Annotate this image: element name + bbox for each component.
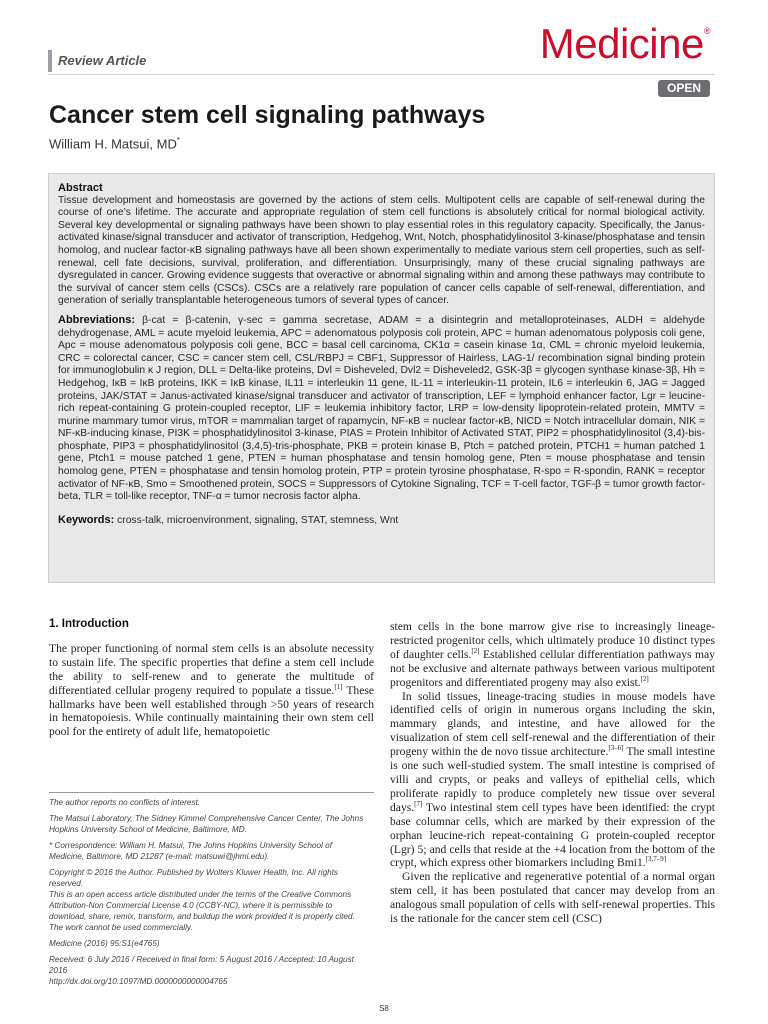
footnotes: [49, 797, 369, 992]
body-text: stem cells in the bone marrow give rise to increasingly lineage-restricted progenitor cells, which ultimately produce 10 distinct types of daughter cells.: [390, 620, 715, 661]
page-number: S8: [379, 1004, 389, 1013]
footnote-doi[interactable]: http://dx.doi.org/10.1097/MD.0000000000004765: [49, 977, 228, 986]
footnote-affiliation: The Matsui Laboratory, The Sidney Kimmel Comprehensive Cancer Center, The Johns Hopkins University School of Medicine, Baltimore, MD.: [49, 814, 364, 834]
citation-ref[interactable]: [3–6]: [608, 744, 624, 753]
body-paragraph: [390, 620, 715, 690]
abstract-heading: Abstract: [58, 182, 103, 194]
keywords-block: [58, 514, 705, 528]
abbreviations-block: [58, 314, 705, 504]
body-paragraph: Given the replicative and regenerative potential of a normal organ stem cell, it has been postulated that cancer may develop from an analogous small population of cells with self-renewal properties. This is the rationale for the cancer stem cell (CSC): [390, 870, 715, 926]
footnote-license: This is an open access article distributed under the terms of the Creative Commons Attribution-Non Commercial License 4.0 (CCBY-NC), where it is permissible to download, share, remix, transform, and buildup the work provided it is properly cited. The work cannot be used commercially.: [49, 890, 355, 932]
citation-ref[interactable]: [2]: [471, 646, 480, 655]
keywords-text: cross-talk, microenvironment, signaling, STAT, stemness, Wnt: [117, 514, 399, 526]
abstract-text: Tissue development and homeostasis are governed by the actions of stem cells. Multipotent cells are capable of self-renewal during the course of one’s lifetime. The accurate and appropriate regulation of stem cell functions is absolutely critical for normal biological activity. Several key developmental or signaling pathways have been shown to play essential roles in this regulatory capacity. Specifically, the Janus-activated kinase/signal transducer and activator of transcription, Hedgehog, Wnt, Notch, phosphatidylinositol 3-kinase/phosphatase and tensin homolog, and nuclear factor-κB signaling pathways have all been shown experimentally to mediate various stem cell properties, such as self-renewal, cell fate decisions, survival, proliferation, and differentiation. Unsurprisingly, many of these crucial signaling pathways are dysregulated in cancer. Growing evidence suggests that overactive or abnormal signaling within and among these pathways may contribute to the survival of cancer stem cells (CSCs). CSCs are a relatively rare population of cancer cells capable of self-renewal, differentiation, and generation of serially transplantable heterogeneous tumors of several types of cancer.: [58, 194, 705, 307]
header-accent-bar: [48, 50, 52, 72]
footnote-conflicts: The author reports no conflicts of interest.: [49, 798, 201, 807]
body-text: The small intestine is one such well-studied system. The small intestine is comprised of villi and crypts, or peaks and valleys of epithelial cells, which proliferate rapidly to produce completely new tissue over several days.: [390, 745, 715, 814]
citation-ref[interactable]: [7]: [414, 799, 423, 808]
left-column: [49, 618, 374, 739]
citation-ref[interactable]: [1]: [334, 682, 343, 691]
footnote-received: Received: 6 July 2016 / Received in final form: 5 August 2016 / Accepted: 10 August 2016: [49, 955, 354, 975]
citation-ref[interactable]: [2]: [640, 674, 649, 683]
body-text: Two intestinal stem cell types have been identified: the crypt base columnar cells, which are marked by their expression of the orphan leucine-rich repeat-containing G protein-coupled receptor (Lgr) 5; and cells that reside at the +4 location from the bottom of the crypt, which express other biomarkers including Bmi1.: [390, 800, 715, 870]
body-text: Established cellular differentiation pathways may not be exclusive and alternate pathways between various multipotent progenitors and differentiated progeny may also exist.: [390, 647, 715, 689]
header-divider: [48, 74, 715, 75]
journal-logo[interactable]: [540, 20, 710, 68]
abstract-box: [48, 173, 715, 583]
right-column: [390, 620, 715, 926]
footnote-divider: [49, 792, 374, 793]
intro-text-a: The proper functioning of normal stem cells is an absolute necessity to sustain life. The specific properties that define a stem cell include the ability to self-renew and to generate the multitude of differentiated cellular progeny required to populate a tissue.: [49, 641, 374, 697]
footnote-correspondence: * Correspondence: William H. Matsui, The Johns Hopkins University School of Medicine, Baltimore, MD 21287 (e-mail: matsuwi@jhmi.edu).: [49, 841, 332, 861]
intro-paragraph: [49, 642, 374, 739]
body-text: In solid tissues, lineage-tracing studies in mouse models have identified cells of origin in numerous organs including the skin, mammary glands, and intestine, and have allowed for the visualization of stem cell self-renewal and the differentiation of their progeny within the de novo tissue architecture.: [390, 689, 715, 759]
abbreviations-heading: Abbreviations:: [58, 313, 136, 326]
article-title: Cancer stem cell signaling pathways: [49, 101, 486, 129]
citation-ref[interactable]: [3,7–9]: [645, 855, 667, 864]
footnote-copyright: Copyright © 2016 the Author. Published by Wolters Kluwer Health, Inc. All rights reserved.: [49, 868, 339, 888]
section-heading-introduction: 1. Introduction: [49, 618, 129, 630]
author-line: [49, 136, 180, 151]
abbreviations-text: β-cat = β-catenin, γ-sec = gamma secretase, ADAM = a disintegrin and metalloproteinases, ALDH = aldehyde dehydrogenase, AML = acute myeloid leukemia, APC = adenomatous polyposis coli protein, APC = human adenomatous polyposis coli gene, Apc = mouse adenomatous polyposis coli gene, BCC = basal cell carcinoma, CK1α = casein kinase 1α, CML = chronic myeloid leukemia, CRC = colorectal cancer, CSC = cancer stem cell, CSL/RBPJ = CBF1, Suppressor of Hairless, LAG-1/ recombination signal binding protein for immunoglobulin κ J region, DLL = Delta-like proteins, Dvl = Disheveled, Dvl2 = Disheveled2, GSK-3β = glycogen synthase kinase-3β, Hh = Hedgehog, IκB = IκB proteins, IKK = IκB kinase, IL11 = interleukin 11 gene, IL-11 = interleukin-11 protein, IL6 = interleukin 6, JAG = Jagged proteins, JAK/STAT = Janus-activated kinase/signal transducer and activator of transcription, LEF = lymphoid enhancer factor, Lgr = leucine-rich repeat-containing G protein-coupled receptor, LIF = leukemia inhibitory factor, LRP = low-density lipoprotein-related protein, MMTV = murine mammary tumor virus, mTOR = mammalian target of rapamycin, NF-κB = nuclear factor-κB, NICD = Notch intracellular domain, NIK = NF-κB-inducing kinase, PI3K = phosphatidylinositol 3-kinase, PIAS = Protein Inhibitor of Activated STAT, PIP2 = phosphatidylinositol (3,4)-bis-phosphate, PIP3 = phosphatidylinositol (3,4,5)-tris-phosphate, PKB = protein kinase B, Ptch = patched protein, PTCH1 = human patched 1 gene, Ptch1 = mouse patched 1 gene, PTEN = human phosphatase and tensin homolog gene, Pten = mouse phosphatase and tensin homolog gene, PTEN = phosphatase and tensin homolog protein, PTP = protein tyrosine phosphatase, R-spo = R-spondin, RANK = receptor activator of NF-κB, Smo = Smoothened protein, SOCS = Suppressors of Cytokine Signaling, TCF = T-cell factor, TGF-β = tumor growth factor-beta, TLR = toll-like receptor, TNF-α = tumor necrosis factor alpha.: [58, 314, 705, 503]
author-name: William H. Matsui, MD: [49, 136, 177, 152]
body-paragraph: [390, 690, 715, 871]
open-access-badge: OPEN: [658, 80, 710, 97]
registered-mark: ®: [703, 26, 710, 36]
journal-name: Medicine: [539, 20, 704, 67]
keywords-heading: Keywords:: [58, 513, 115, 526]
author-footnote-mark: *: [176, 136, 180, 145]
article-type-label: Review Article: [58, 53, 147, 68]
footnote-citation: Medicine (2016) 95:S1(e4765): [49, 939, 160, 948]
intro-text-b: These hallmarks have been well established through >50 years of research in hematopoiesis. While continually maintaining their own stem cell pool for the entirety of adult life, hematopoietic: [49, 683, 375, 739]
